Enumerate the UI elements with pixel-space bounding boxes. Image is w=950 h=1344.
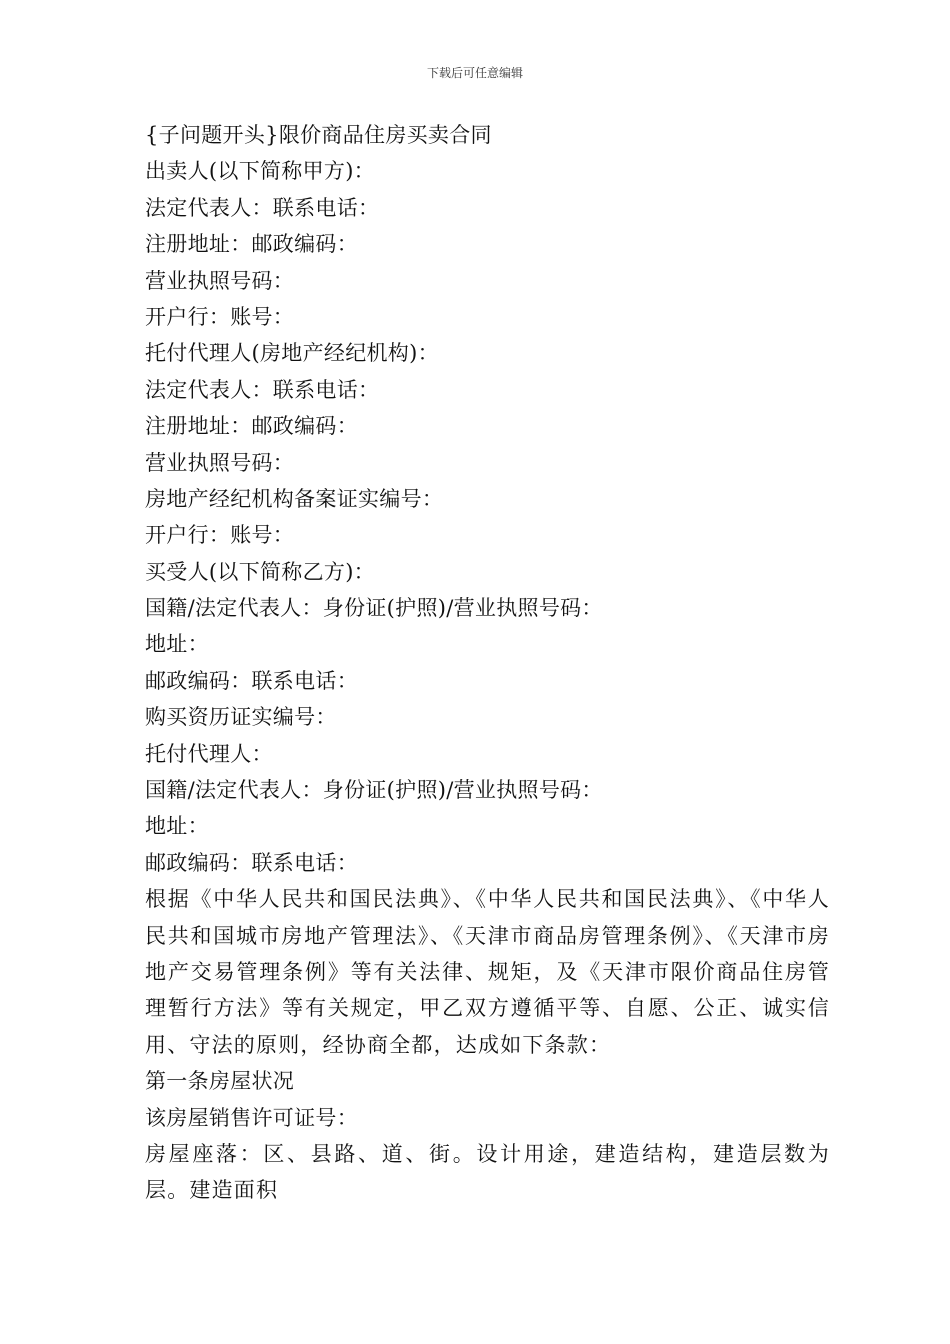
contract-title: {子问题开头}限价商品住房买卖合同 xyxy=(145,123,492,147)
sales-permit-line: 该房屋销售许可证号： xyxy=(145,1105,358,1130)
agent-legal-rep-line: 法定代表人：联系电话： xyxy=(145,377,380,402)
buyer-agent-heading: 托付代理人： xyxy=(145,741,273,766)
buyer-agent-id-line: 国籍/法定代表人：身份证(护照)/营业执照号码： xyxy=(145,778,603,803)
buyer-address-line: 地址： xyxy=(145,632,209,657)
buyer-agent-postal-phone-line: 邮政编码：联系电话： xyxy=(145,850,358,875)
buyer-qualification-line: 购买资历证实编号： xyxy=(145,705,337,730)
contract-body xyxy=(145,117,830,1209)
legal-basis-paragraph: 根据《中华人民共和国民法典》、《中华人民共和国民法典》、《中华人民共和国城市房地产管理法》、《天津市商品房管理条例》、《天津市房地产交易管理条例》等有关法律、规矩，及《天津市限价商品住房管理暂行方法》等有关规定，甲乙双方遵循平等、自愿、公正、诚实信用、守法的原则，经协商全都，达成如下条款： xyxy=(145,887,830,1057)
buyer-agent-address-line: 地址： xyxy=(145,814,209,839)
article-one-title: 第一条房屋状况 xyxy=(145,1069,295,1094)
agent-license-line: 营业执照号码： xyxy=(145,450,295,475)
buyer-heading: 买受人(以下简称乙方)： xyxy=(145,559,375,584)
seller-heading: 出卖人(以下简称甲方)： xyxy=(145,159,375,184)
buyer-postal-phone-line: 邮政编码：联系电话： xyxy=(145,668,358,693)
seller-bank-line: 开户行：账号： xyxy=(145,304,295,329)
seller-legal-rep-line: 法定代表人：联系电话： xyxy=(145,195,380,220)
agent-bank-line: 开户行：账号： xyxy=(145,523,295,548)
property-location-paragraph: 房屋座落：区、县路、道、街。设计用途，建造结构，建造层数为层。建造面积 xyxy=(145,1142,830,1203)
seller-license-line: 营业执照号码： xyxy=(145,268,295,293)
agent-record-number-line: 房地产经纪机构备案证实编号： xyxy=(145,486,444,511)
seller-address-line: 注册地址：邮政编码： xyxy=(145,232,358,257)
buyer-id-line: 国籍/法定代表人：身份证(护照)/营业执照号码： xyxy=(145,596,603,621)
agent-address-line: 注册地址：邮政编码： xyxy=(145,414,358,439)
page-header-note: 下载后可任意编辑 xyxy=(426,66,523,80)
agent-heading: 托付代理人(房地产经纪机构)： xyxy=(145,341,439,366)
